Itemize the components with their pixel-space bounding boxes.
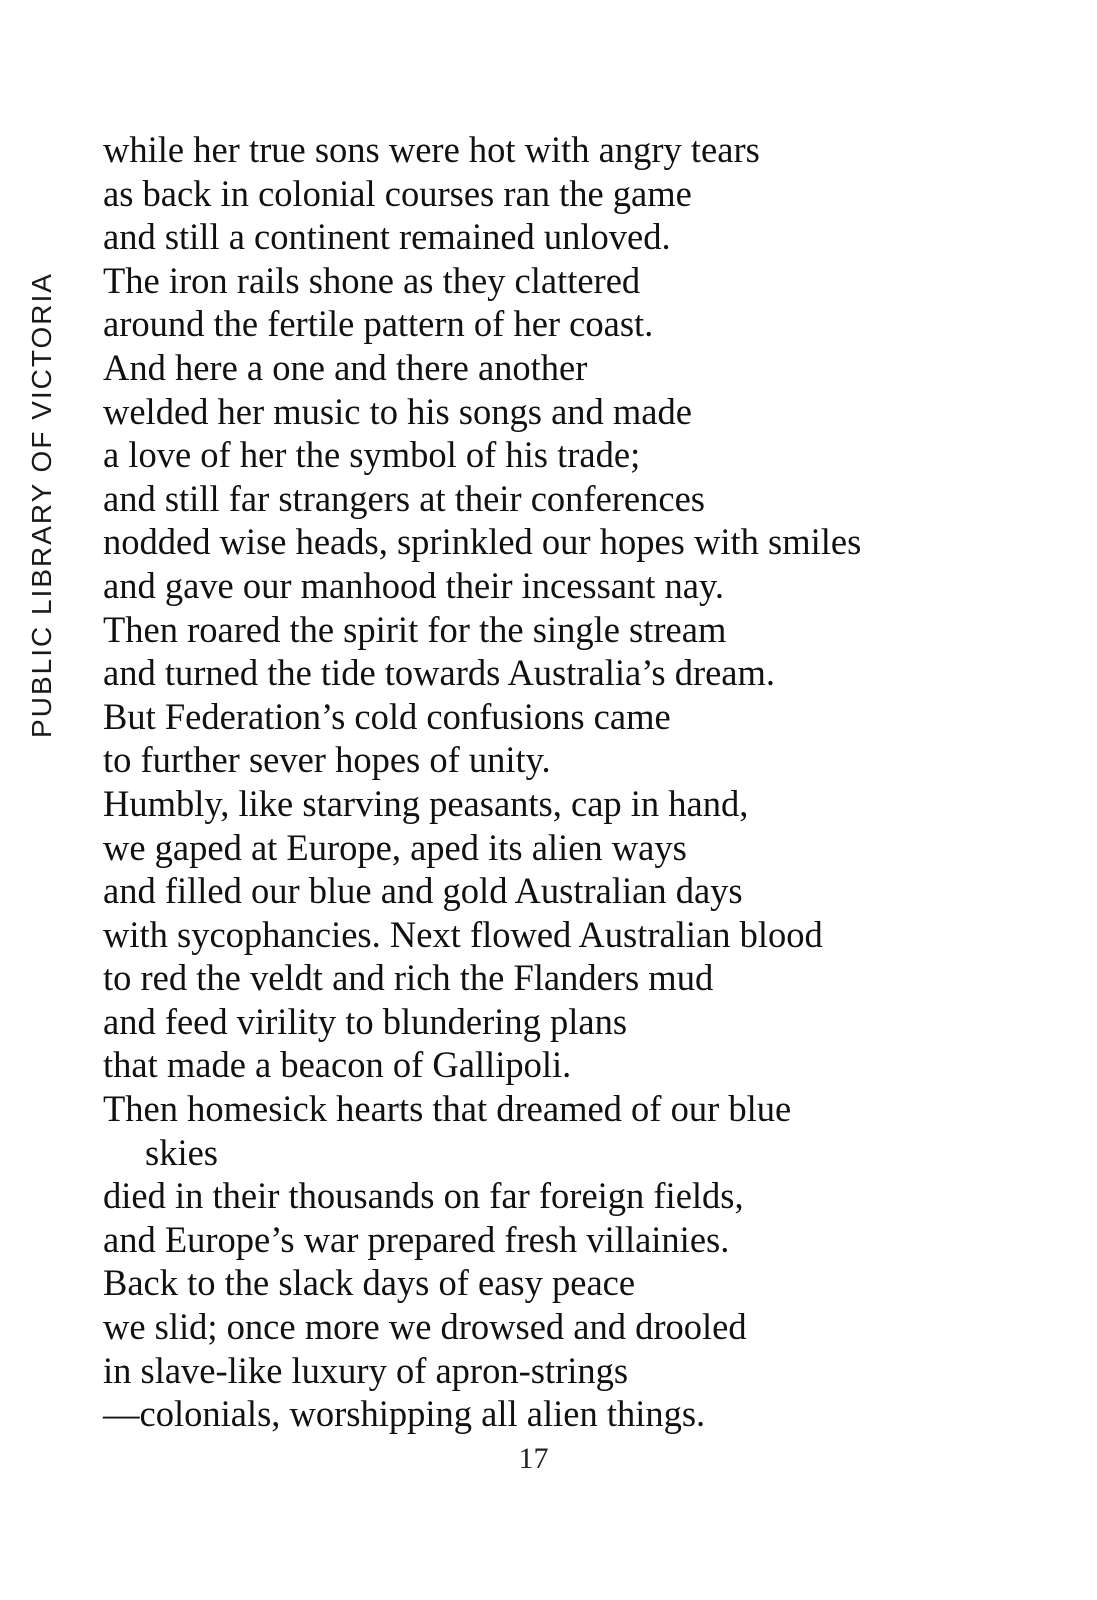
library-stamp-text: PUBLIC LIBRARY OF VICTORIA [26,272,57,738]
poem-line: and gave our manhood their incessant nay. [103,564,724,606]
poem-line: with sycophancies. Next flowed Australian blood [103,913,823,955]
page-number-text: 17 [518,1442,549,1475]
poem-line: —colonials, worshipping all alien things. [103,1393,706,1435]
poem-line: we gaped at Europe, aped its alien ways [103,826,687,868]
poem-line: to red the veldt and rich the Flanders mud [103,957,714,999]
poem-line: and still a continent remained unloved. [103,216,671,258]
poem-line: and filled our blue and gold Australian days [103,870,743,912]
poem-line: And here a one and there another [103,346,588,388]
poem-line: that made a beacon of Gallipoli. [103,1044,572,1086]
poem-line: Humbly, like starving peasants, cap in hand, [103,782,749,824]
poem-line: a love of her the symbol of his trade; [103,434,641,476]
poem-line: and still far strangers at their conferences [103,477,705,519]
poem-line: and feed virility to blundering plans [103,1000,628,1042]
page-number [0,1442,1097,1476]
poem-text [103,128,1003,1436]
poem-line: while her true sons were hot with angry tears [103,129,760,170]
poem-line-continuation: skies [145,1131,218,1173]
poem-line: nodded wise heads, sprinkled our hopes with smiles [103,521,862,563]
poem-line: Back to the slack days of easy peace [103,1262,636,1304]
poem-line: The iron rails shone as they clattered [103,259,641,301]
library-stamp [12,272,72,738]
poem-line: in slave-like luxury of apron-strings [103,1349,629,1391]
poem-line: died in their thousands on far foreign fields, [103,1175,744,1217]
poem-line: But Federation’s cold confusions came [103,695,671,737]
poem-line: as back in colonial courses ran the game [103,172,692,214]
poem-line: around the fertile pattern of her coast. [103,303,654,345]
poem-line: and turned the tide towards Australia’s dream. [103,652,776,694]
poem-line: Then homesick hearts that dreamed of our blue [103,1088,792,1130]
poem-line: to further sever hopes of unity. [103,739,551,781]
poem-line: welded her music to his songs and made [103,390,692,432]
poem-line: we slid; once more we drowsed and drooled [103,1306,747,1348]
poem-line: Then roared the spirit for the single stream [103,608,727,650]
poem-line: and Europe’s war prepared fresh villainies. [103,1218,730,1260]
